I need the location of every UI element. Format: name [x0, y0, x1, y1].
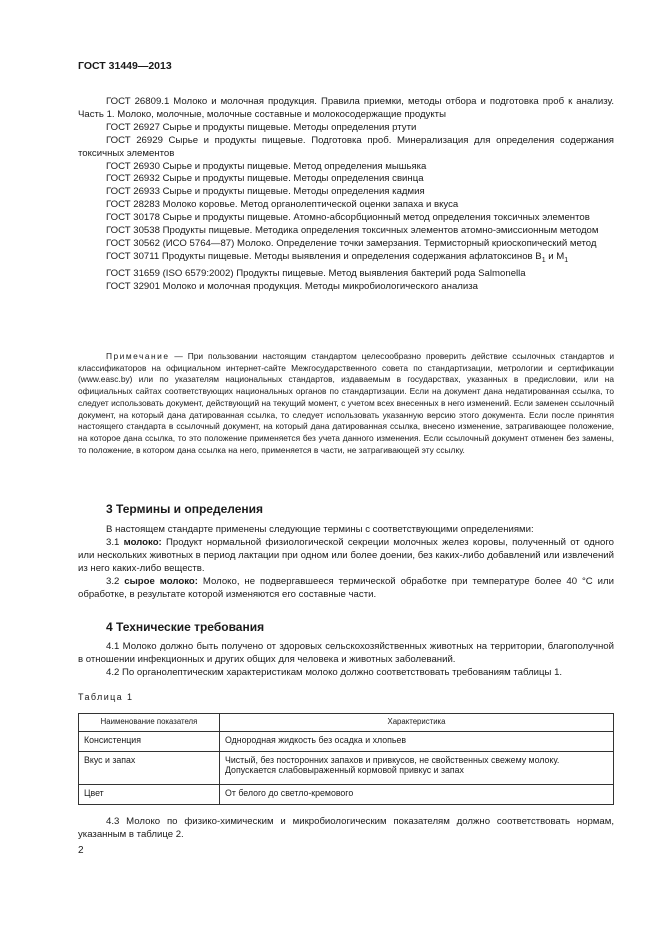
table-cell — [220, 752, 614, 785]
note-label: Примечание — [106, 351, 170, 361]
reference-item: ГОСТ 31659 (ISO 6579:2002) Продукты пищевые. Метод выявления бактерий рода Salmonella — [106, 267, 526, 279]
cell-line: Допускается слабовыраженный кормовой привкус и запах — [225, 765, 464, 775]
note-text: — При пользовании настоящим стандартом целесообразно проверить действие ссылочных стандартов и классификаторов на официальном интернет-сайте Межгосударственного совета по стандартизации, метрологии и сертификации (www.easc.by) или по указателям национальных стандартов, издаваемым в государствах, указанных в предисловии, или на официальных сайтах соответствующих национальных органов по стандартизации. Если на документ дана недатированная ссылка, то следует использовать документ, действующий на текущий момент, с учетом всех внесенных в него изменений. Если заменен ссылочный документ, на который дана датированная ссылка, то следует использовать указанную версию этого документа. Если после принятия настоящего стандарта в ссылочный документ, на который дана датированная ссылка, внесено изменение, затрагивающее положение, на которое дана ссылка, то это положение применяется без учета данного изменения. Если ссылочный документ отменен без замены, то положение, в котором дана ссылка на него, применяется в части, не затрагивающей эту ссылку. — [78, 351, 614, 455]
definition-number: 3.2 — [106, 576, 125, 587]
clause-4-2: 4.2 По органолептическим характеристикам молоко должно соответствовать требованиям таблицы 1. — [106, 667, 563, 678]
table-header-row — [79, 714, 614, 732]
section-4-title: 4 Технические требования — [106, 620, 265, 634]
table-cell: Однородная жидкость без осадка и хлопьев — [220, 732, 614, 752]
reference-item: ГОСТ 26929 Сырье и продукты пищевые. Подготовка проб. Минерализация для определения содержания токсичных элементов — [78, 134, 614, 159]
definition-number: 3.1 — [106, 537, 124, 548]
reference-item: ГОСТ 32901 Молоко и молочная продукция. Методы микробиологического анализа — [106, 280, 478, 292]
table-cell: Цвет — [79, 785, 220, 805]
column-header: Наименование показателя — [79, 714, 220, 732]
table-caption: Таблица 1 — [78, 692, 134, 702]
definition-text: Продукт нормальной физиологической секреции молочных желез коровы, полученный от одного или нескольких животных в период лактации при одном или более доении, без каких-либо добавлений или извлечений из него каких-либо веществ. — [78, 537, 614, 574]
reference-item: ГОСТ 28283 Молоко коровье. Метод органолептической оценки запаха и вкуса — [106, 199, 459, 211]
document-code-header: ГОСТ 31449—2013 — [78, 60, 172, 72]
reference-item: ГОСТ 26930 Сырье и продукты пищевые. Метод определения мышьяка — [106, 160, 427, 172]
section-4-body — [78, 640, 614, 679]
clause-4-3: 4.3 Молоко по физико-химическим и микробиологическим показателям должно соответствовать нормам, указанным в таблице 2. — [78, 816, 614, 840]
reference-item: ГОСТ 30562 (ИСО 5764—87) Молоко. Определение точки замерзания. Термисторный криоскопический метод — [106, 237, 597, 249]
page-number: 2 — [78, 845, 84, 856]
table-cell: От белого до светло-кремового — [220, 785, 614, 805]
normative-references-list — [78, 96, 614, 294]
reference-item-aflatoxin — [78, 251, 614, 268]
column-header: Характеристика — [220, 714, 614, 732]
section-3-title: 3 Термины и определения — [106, 502, 264, 516]
definition-raw-milk — [78, 575, 614, 601]
subscript: 1 — [541, 256, 546, 264]
table-row — [79, 785, 614, 805]
clause-4-1: 4.1 Молоко должно быть получено от здоровых сельскохозяйственных животных на территории, благополучной в отношении инфекционных и других общих для человека и животных заболеваний. — [78, 641, 614, 665]
section-3-body — [78, 523, 614, 601]
reference-item: ГОСТ 26927 Сырье и продукты пищевые. Методы определения ртути — [106, 121, 417, 133]
definition-text: Молоко, не подвергавшееся термической обработке при температуре более 40 °С или обработке, в результате которой изменяются его составные части. — [78, 576, 614, 600]
section-3-intro: В настоящем стандарте применены следующие термины с соответствующими определениями: — [106, 524, 534, 535]
organoleptic-table — [78, 713, 614, 805]
definition-term: молоко: — [123, 537, 162, 548]
reference-item: ГОСТ 26809.1 Молоко и молочная продукция. Правила приемки, методы отбора и подготовка проб к анализу. Часть 1. Молоко, молочные, молочные составные и молокосодержащие продукты — [78, 96, 614, 120]
table-row — [79, 752, 614, 785]
reference-item: ГОСТ 26933 Сырье и продукты пищевые. Методы определения кадмия — [106, 186, 425, 198]
cell-line: Чистый, без посторонних запахов и привкусов, не свойственных свежему молоку. — [225, 755, 560, 765]
note-paragraph — [78, 351, 614, 456]
reference-item: ГОСТ 26932 Сырье и продукты пищевые. Методы определения свинца — [106, 173, 424, 185]
table-cell: Консистенция — [79, 732, 220, 752]
definition-milk — [78, 536, 614, 575]
table-row — [79, 732, 614, 752]
reference-text: ГОСТ 30711 Продукты пищевые. Методы выявления и определения содержания афлатоксинов B — [106, 250, 542, 262]
reference-item: ГОСТ 30178 Сырье и продукты пищевые. Атомно-абсорбционный метод определения токсичных элементов — [106, 212, 590, 224]
definition-term: сырое молоко: — [124, 576, 198, 587]
reference-item: ГОСТ 30538 Продукты пищевые. Методика определения токсичных элементов атомно-эмиссионным методом — [106, 225, 599, 237]
subscript: 1 — [564, 256, 569, 264]
reference-text: и M — [545, 250, 565, 262]
table-cell: Вкус и запах — [79, 752, 220, 785]
